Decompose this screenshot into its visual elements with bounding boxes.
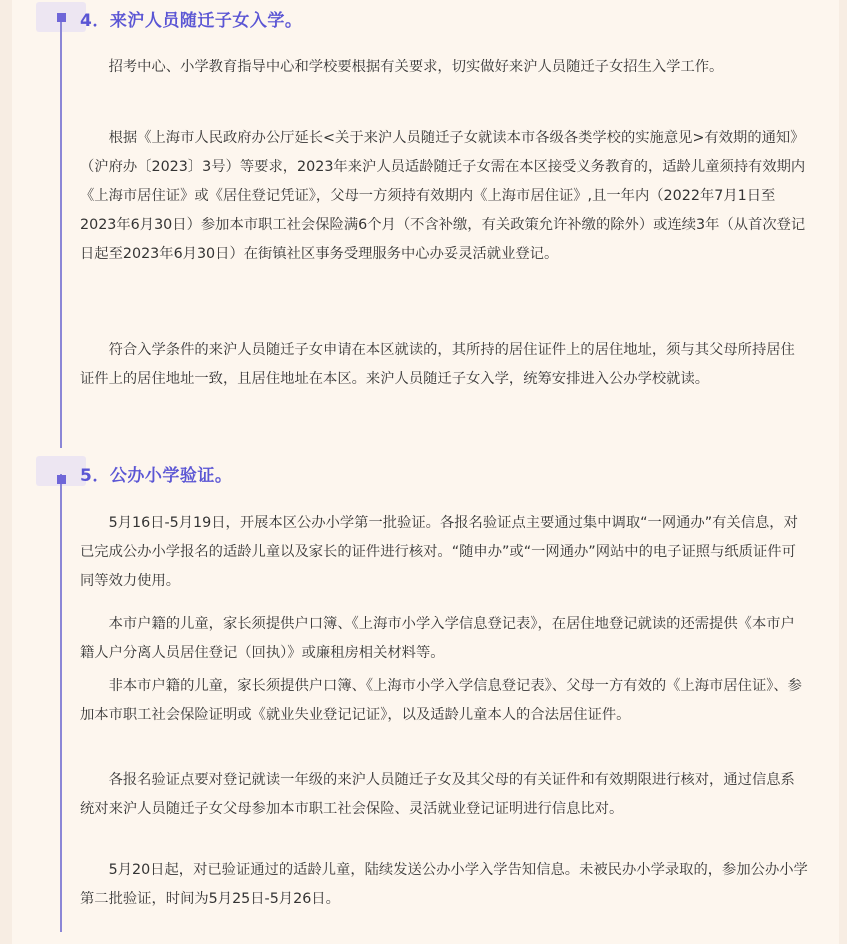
section-5-paragraph-2: 本市户籍的儿童，家长须提供户口簿、《上海市小学入学信息登记表》，在居住地登记就读的还需提供《本市户籍人户分离人员居住登记（回执）》或廉租房相关材料等。 — [80, 616, 795, 661]
section-5-timeline-line — [60, 474, 62, 932]
section-4-paragraph-1: 招考中心、小学教育指导中心和学校要根据有关要求，切实做好来沪人员随迁子女招生入学工作。 — [108, 59, 724, 75]
section-5-paragraph-4: 各报名验证点要对登记就读一年级的来沪人员随迁子女及其父母的有关证件和有效期限进行核对，通过信息系统对来沪人员随迁子女父母参加本市职工社会保险、灵活就业登记证明进行信息比对。 — [80, 772, 795, 817]
section-5-paragraph-5: 5月20日起，对已验证通过的适龄儿童，陆续发送公办小学入学告知信息。未被民办小学录取的，参加公办小学第二批验证，时间为5月25日-5月26日。 — [80, 862, 808, 907]
right-edge — [839, 0, 847, 944]
section-4-paragraph-2: 根据《上海市人民政府办公厅延长<关于来沪人员随迁子女就读本市各级各类学校的实施意见>有效期的通知》（沪府办〔2023〕3号）等要求，2023年来沪人员适龄随迁子女需在本区接受义务教育的，适龄儿童须持有效期内《上海市居住证》或《居住登记凭证》，父母一方须持有效期内《上海市居住证》,且一年内（2022年7月1日至2023年6月30日）参加本市职工社会保险满6个月（不含补缴，有关政策允许补缴的除外）或连续3年（从首次登记日起至2023年6月30日）在街镇社区事务受理服务中心办妥灵活就业登记。 — [80, 130, 806, 262]
section-5-marker — [57, 475, 66, 484]
section-4-timeline-line — [60, 16, 62, 448]
section-4-heading: 4．来沪人员随迁子女入学。 — [80, 11, 303, 31]
section-5-paragraph-3: 非本市户籍的儿童，家长须提供户口簿、《上海市小学入学信息登记表》、父母一方有效的《上海市居住证》、参加本市职工社会保险证明或《就业失业登记记证》，以及适龄儿童本人的合法居住证件。 — [80, 678, 802, 723]
section-4-marker — [57, 13, 66, 22]
section-4-paragraph-3: 符合入学条件的来沪人员随迁子女申请在本区就读的，其所持的居住证件上的居住地址，须与其父母所持居住证件上的居住地址一致，且居住地址在本区。来沪人员随迁子女入学，统筹安排进入公办学校就读。 — [80, 342, 795, 387]
left-edge — [0, 0, 12, 944]
section-5-paragraph-1: 5月16日-5月19日，开展本区公办小学第一批验证。各报名验证点主要通过集中调取“一网通办”有关信息，对已完成公办小学报名的适龄儿童以及家长的证件进行核对。“随申办”或“一网通办”网站中的电子证照与纸质证件可同等效力使用。 — [80, 515, 798, 589]
section-5-heading: 5．公办小学验证。 — [80, 466, 233, 486]
